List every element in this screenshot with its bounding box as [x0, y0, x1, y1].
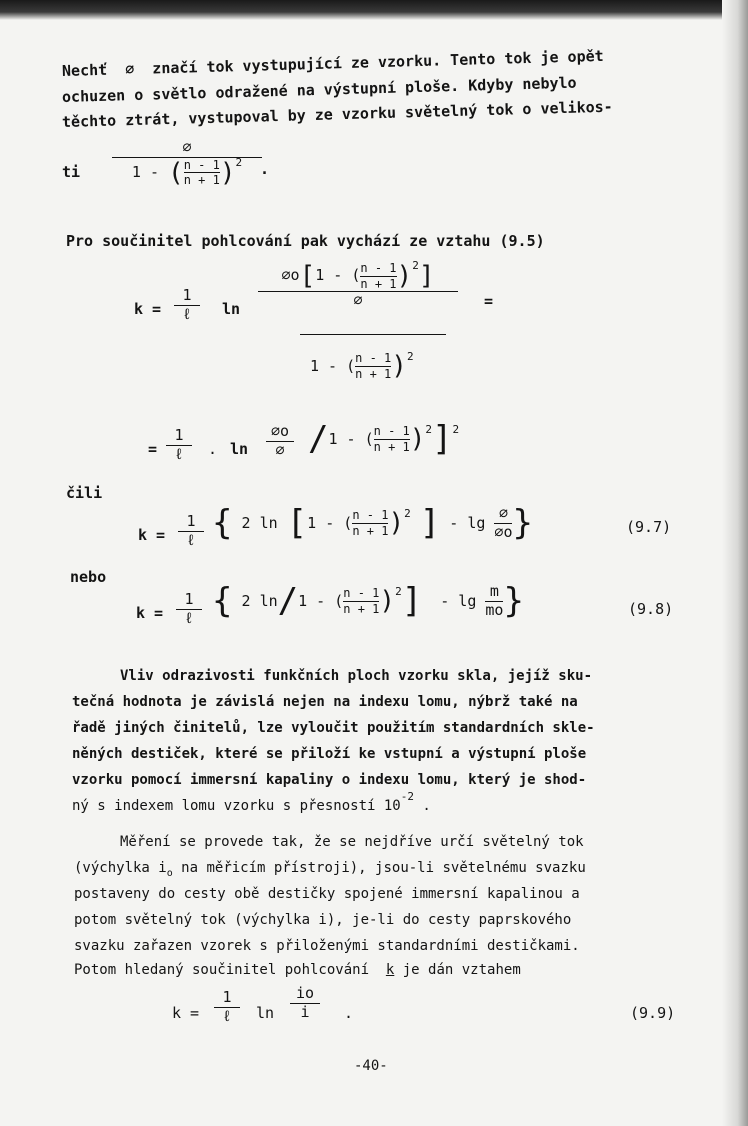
phi0: ∅o	[494, 522, 513, 541]
k-equals-4: k =	[172, 1004, 200, 1022]
phi0: ∅o	[281, 266, 300, 285]
inner-fraction	[352, 509, 388, 537]
one-minus: 1 - (	[328, 430, 374, 448]
fraction-ti-numerator: ∅	[182, 138, 192, 156]
phi: ∅	[498, 504, 508, 522]
ell: ℓ	[222, 1006, 232, 1025]
para3-line2: tečná hodnota je závislá nejen na indexu lomu, nýbrž také na	[72, 694, 578, 710]
equation-number-9-7: (9.7)	[626, 518, 672, 536]
phi0: ∅o	[270, 422, 290, 440]
lg: lg	[458, 592, 477, 611]
k-equals-1: k =	[134, 300, 162, 318]
inner-fraction	[374, 425, 410, 453]
square-exponent: 2	[425, 422, 433, 436]
one-minus: 1 - (	[310, 357, 356, 376]
equals-sign-1: =	[484, 292, 494, 310]
para3-line3: řadě jiných činitelů, lze vyloučit použitím standardních skle-	[72, 720, 595, 736]
phi0-over-phi	[266, 424, 294, 459]
main-denominator: 1 - ( $\frac{n - 1}{n + 1}$ ) 2	[310, 349, 414, 382]
para1-line3: těchto ztrát, vystupoval by ze vzorku světelný tok o velikos-	[61, 97, 613, 131]
big-fraction-1	[258, 259, 458, 310]
para4-line2-start: (výchylka i	[74, 860, 167, 876]
para3-line1: Vliv odrazivosti funkčních ploch vzorku skla, jejíž sku-	[120, 668, 593, 684]
two-ln: 2 ln	[241, 514, 278, 533]
one-over-l-5	[214, 990, 240, 1025]
square-exponent: 2	[395, 584, 402, 598]
one: 1	[182, 286, 192, 304]
para4-line6-text: Potom hledaný součinitel pohlcování	[74, 962, 370, 978]
lg: lg	[467, 514, 486, 533]
equation-number-9-8: (9.8)	[628, 600, 674, 618]
inner-fraction	[343, 587, 379, 615]
para4-line4: potom světelný tok (výchylka i), je-li do cesty paprskového	[74, 912, 572, 928]
equals-sign-2: =	[148, 440, 158, 458]
n-minus-1: n - 1	[343, 586, 380, 601]
n-minus-1: n - 1	[373, 423, 410, 438]
main-fraction-bar	[300, 334, 446, 335]
nebo-label: nebo	[70, 568, 107, 586]
ell: ℓ	[174, 444, 184, 463]
para1-line1: Nechť ∅ značí tok vystupující ze vzorku. Tento tok je opět	[61, 46, 604, 80]
n-minus-1: n - 1	[355, 351, 392, 365]
ln-2: ln	[230, 440, 249, 458]
k-symbol: k	[385, 962, 395, 978]
ln-3: ln	[256, 1004, 275, 1022]
square-exponent: 2	[452, 422, 460, 436]
square-exponent: 2	[412, 259, 419, 273]
inner-fraction	[360, 262, 396, 290]
ell: ℓ	[182, 304, 192, 323]
one: 1	[174, 426, 184, 444]
para4-line6	[74, 962, 521, 978]
para4-line5: svazku zařazen vzorek s přiloženými standardními destičkami.	[74, 938, 580, 954]
k-dot: .	[344, 1004, 354, 1022]
page-number: -40-	[354, 1058, 388, 1074]
one: 1	[184, 590, 194, 608]
one-over-l-2	[166, 428, 192, 463]
n-plus-1: n + 1	[373, 439, 410, 454]
k-equals-3: k =	[136, 604, 164, 622]
one-over-l-4	[176, 592, 202, 627]
i0-over-i	[290, 986, 320, 1021]
equation-number-9-9: (9.9)	[630, 1004, 676, 1022]
one-minus: 1 - (	[307, 514, 353, 533]
one: 1	[222, 988, 232, 1006]
i0-subscript: o	[166, 868, 173, 879]
para3-line4: něných destiček, které se přiloží ke vstupní a výstupní ploše	[72, 746, 587, 762]
inner-fraction	[184, 159, 220, 187]
k-equals-2: k =	[138, 526, 166, 544]
precision-exponent: -2	[400, 790, 414, 803]
n-minus-1: n - 1	[183, 157, 220, 172]
para4-line2	[74, 860, 586, 879]
ln-1: ln	[222, 300, 241, 318]
ti-label: ti	[62, 163, 81, 181]
para3-line6	[72, 790, 431, 814]
one-minus: 1 - (	[315, 266, 361, 285]
document-page: Nechť ∅ značí tok vystupující ze vzorku. Tento tok je opět ochuzen o světlo odražené na výstupní ploše. Kdyby nebylo těchto ztrát, vystupoval by ze vzorku světelný tok o velikos- ti ∅ 1 - ( $\frac{n - 1}{n + 1}$ ) 2 . Pro součinitel pohlcování pak vychází ze vztahu (9.5) k = 1 ℓ ln ∅o [ 1 - ( $\frac{n - 1}{n + 1}$ ) 2 ] ∅ = 1 - ( $\frac{n - 1}{n + 1}$ ) 2 = 1 ℓ . ln ∅o ∅ / 1 - ( $\frac{n - 1}{n + 1}$ ) 2 ] 2 čili k = 1 ℓ { 2 ln [ 1 - ( $\frac{n - 1}{n + 1}$ ) 2 ] - lg $\frac{\emptyset}{\emptyset o}$ } (9.7) nebo k = 1 ℓ { 2 ln / 1 - ( $\frac{n - 1}{n + 1}$ ) 2 ] - lg $\frac{m}{mo}$ } (9.8) Vliv odrazivosti funkčních ploch vzorku skla, jejíž sku- tečná hodnota je závislá nejen na indexu lomu, nýbrž také na řadě jiných činitelů, lze vyloučit použitím standardních skle- něných destiček, které se přiloží ke vstupní a výstupní ploše vzorku pomocí immersní kapaliny o indexu lomu, který je shod- ný s indexem lomu vzorku s přesností $10^{-2}$ . Měření se provede tak, že se nejdříve určí světelný tok (výchylka $i_o$ na měřicím přístroji), jsou-li světelnému svazku postaveny do cesty obě destičky spojené immersní kapalinou a potom světelný tok (výchylka i), je-li do cesty paprskového svazku zařazen vzorek s přiloženými standardními destičkami. Potom hledaný součinitel pohlcování k je dán vztahem k = 1 ℓ ln io i . (9.9) -40-	[61, 46, 676, 1074]
i: i	[300, 1002, 310, 1021]
para1-line2: ochuzen o světlo odražené na výstupní ploše. Kdyby nebylo	[61, 73, 577, 106]
para2-line: Pro součinitel pohlcování pak vychází ze vztahu (9.5)	[66, 232, 545, 250]
para4-line2-rest: na měřicím přístroji), jsou-li světelnému svazku	[172, 860, 586, 876]
m: m	[489, 582, 499, 600]
ti-dot: .	[260, 160, 270, 178]
n-plus-1: n + 1	[343, 601, 380, 616]
bracket-expr-2: / 1 - ( $\frac{n - 1}{n + 1}$ ) 2 ] 2	[308, 419, 460, 459]
expr-9-7: { 2 ln [ 1 - ( $\frac{n - 1}{n + 1}$ ) 2 ] - lg $\frac{\emptyset}{\emptyset o}$ }	[212, 503, 533, 544]
n-plus-1: n + 1	[183, 173, 220, 188]
square-exponent: 2	[404, 506, 411, 520]
inner-fraction	[355, 352, 391, 380]
one-over-l-3	[178, 514, 204, 549]
para4-line1: Měření se provede tak, že se nejdříve určí světelný tok	[120, 834, 584, 850]
n-plus-1: n + 1	[355, 366, 392, 381]
para4-line3: postaveny do cesty obě destičky spojené immersní kapalinou a	[74, 886, 580, 902]
big-fraction-1-numerator: ∅o [ 1 - ( $\frac{n - 1}{n + 1}$ ) 2 ]	[281, 259, 435, 292]
m0: mo	[485, 600, 504, 619]
phi: ∅	[275, 440, 285, 459]
cili-label: čili	[66, 484, 103, 502]
fraction-ti	[112, 140, 262, 187]
one: 1	[131, 162, 141, 181]
n-plus-1: n + 1	[360, 276, 397, 291]
one-minus: 1 - (	[298, 592, 344, 611]
n-minus-1: n - 1	[352, 508, 389, 523]
one-over-l-1	[174, 288, 200, 323]
square-exponent: 2	[235, 156, 243, 170]
para3-line5: vzorku pomocí immersní kapaliny o indexu lomu, který je shod-	[72, 772, 587, 788]
two-ln: 2 ln	[241, 592, 278, 611]
n-minus-1: n - 1	[360, 261, 397, 275]
n-plus-1: n + 1	[352, 523, 389, 538]
phi: ∅	[353, 291, 363, 310]
ell: ℓ	[186, 530, 196, 549]
para3-line6-text: ný s indexem lomu vzorku s přesností 10	[72, 798, 401, 814]
fraction-ti-denominator: 1 - ( $\frac{n - 1}{n + 1}$ ) 2	[131, 156, 243, 188]
ell: ℓ	[184, 608, 194, 627]
i0: io	[295, 984, 315, 1002]
one: 1	[186, 512, 196, 530]
para4-end: je dán vztahem	[394, 962, 521, 978]
para3-end: .	[422, 798, 431, 814]
expr-9-8: { 2 ln / 1 - ( $\frac{n - 1}{n + 1}$ ) 2 ] - lg $\frac{m}{mo}$ }	[212, 581, 524, 622]
m-over-m0	[485, 584, 503, 619]
square-exponent: 2	[406, 349, 414, 363]
phi-over-phi0	[494, 506, 512, 541]
